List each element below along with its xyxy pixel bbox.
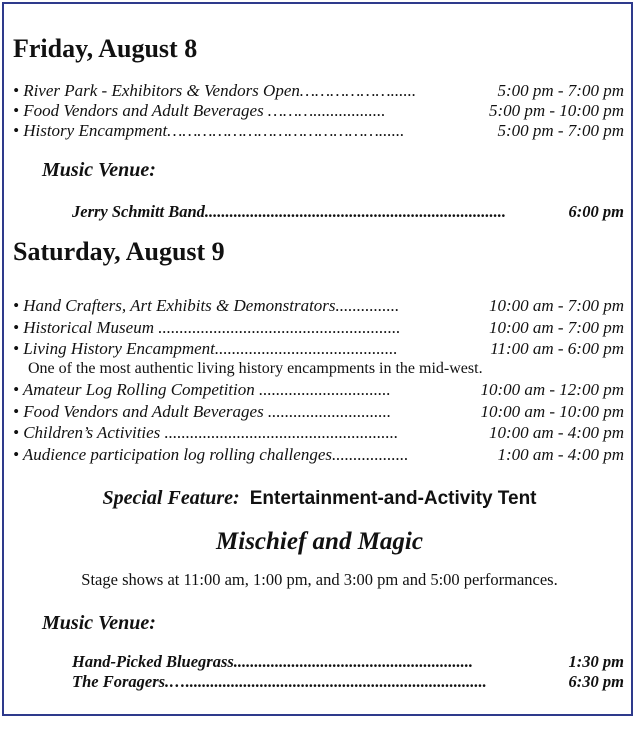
saturday-event-row xyxy=(13,318,624,338)
saturday-music-row xyxy=(72,672,624,692)
saturday-event-row xyxy=(13,445,624,465)
special-feature xyxy=(4,487,635,510)
event-label: • History Encampment……………………………………...... xyxy=(13,121,405,140)
event-time: 11:00 am - 6:00 pm xyxy=(490,339,624,358)
band-name: Jerry Schmitt Band......................................................................... xyxy=(72,202,507,221)
event-label: • Food Vendors and Adult Beverages ............................. xyxy=(13,402,392,421)
saturday-music-venue-heading: Music Venue: xyxy=(42,612,156,634)
friday-event-row xyxy=(13,121,624,141)
stage-shows: Stage shows at 11:00 am, 1:00 pm, and 3:00 pm and 5:00 performances. xyxy=(81,570,558,589)
event-label: • River Park - Exhibitors & Vendors Open………………...... xyxy=(13,81,417,100)
saturday-event-row xyxy=(13,402,624,422)
show-title: Mischief and Magic xyxy=(216,528,423,555)
event-label: • Historical Museum ......................................................... xyxy=(13,318,401,337)
saturday-event-row xyxy=(13,339,624,359)
event-time: 10:00 am - 7:00 pm xyxy=(488,318,624,337)
event-label: • Hand Crafters, Art Exhibits & Demonstrators............... xyxy=(13,296,400,315)
event-time: 10:00 am - 10:00 pm xyxy=(480,402,624,421)
friday-music-row xyxy=(72,202,624,222)
event-time: 5:00 pm - 7:00 pm xyxy=(497,81,624,100)
saturday-event-row xyxy=(13,296,624,316)
event-label: • Children’s Activities ....................................................... xyxy=(13,423,399,442)
saturday-music-row xyxy=(72,652,624,672)
event-label: • Food Vendors and Adult Beverages ………................. xyxy=(13,101,386,120)
event-label: • Living History Encampment........................................... xyxy=(13,339,398,358)
band-time: 6:00 pm xyxy=(568,202,624,221)
event-time: 10:00 am - 7:00 pm xyxy=(488,296,624,315)
friday-event-row xyxy=(13,101,624,121)
event-time: 1:00 am - 4:00 pm xyxy=(497,445,624,464)
friday-heading: Friday, August 8 xyxy=(13,34,198,63)
saturday-event-row xyxy=(13,380,624,400)
event-time: 5:00 pm - 7:00 pm xyxy=(497,121,624,140)
event-label: • Amateur Log Rolling Competition ............................... xyxy=(13,380,391,399)
event-label: • Audience participation log rolling challenges.................. xyxy=(13,445,409,464)
saturday-heading: Saturday, August 9 xyxy=(13,237,225,266)
special-feature-value: Entertainment-and-Activity Tent xyxy=(249,488,537,509)
band-time: 1:30 pm xyxy=(568,652,624,671)
special-feature-label: Special Feature: xyxy=(102,487,240,509)
band-name: The Foragers.…......................................................................... xyxy=(72,672,487,691)
friday-music-venue-heading: Music Venue: xyxy=(42,159,156,181)
event-time: 10:00 am - 4:00 pm xyxy=(488,423,624,442)
band-name: Hand-Picked Bluegrass.......................................................... xyxy=(72,652,474,671)
friday-event-row xyxy=(13,81,624,101)
event-time: 10:00 am - 12:00 pm xyxy=(480,380,624,399)
schedule-frame xyxy=(2,2,633,716)
encampment-note: One of the most authentic living history encampments in the mid-west. xyxy=(28,360,483,377)
saturday-event-row xyxy=(13,423,624,443)
event-time: 5:00 pm - 10:00 pm xyxy=(488,101,624,120)
band-time: 6:30 pm xyxy=(568,672,624,691)
